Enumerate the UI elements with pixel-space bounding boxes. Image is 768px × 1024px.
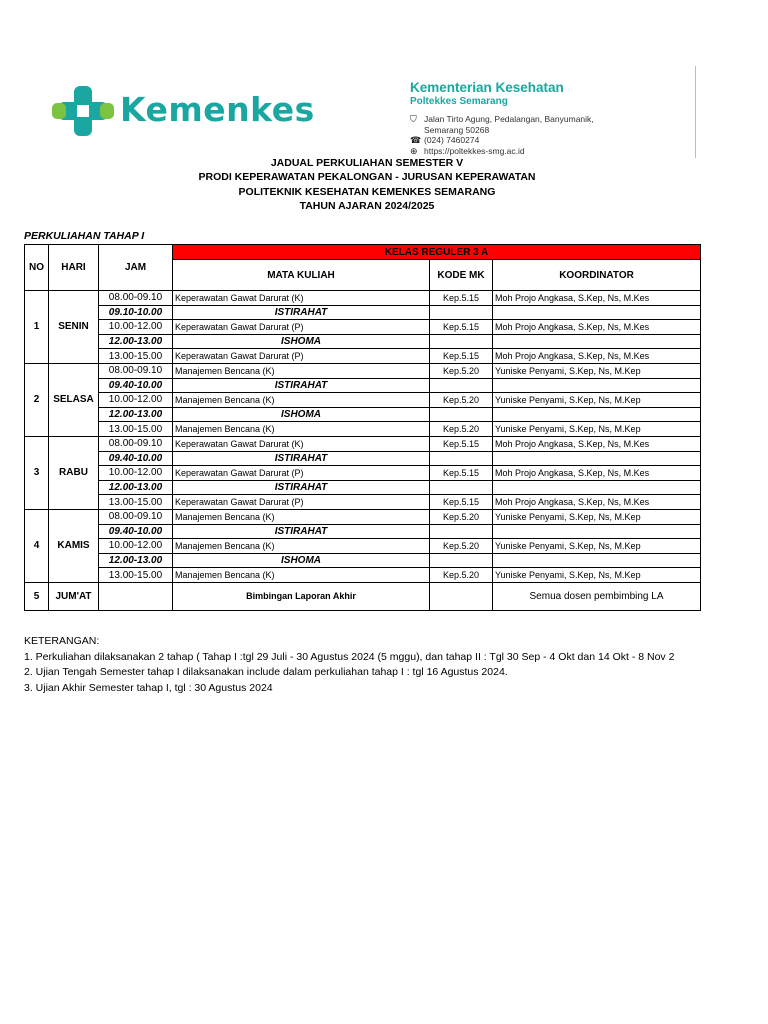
org-info: [410, 80, 690, 156]
session-time: 13.00-15.00: [99, 349, 173, 364]
document-titles: [0, 156, 734, 213]
table-row: [25, 422, 701, 437]
session-time: 08.00-09.10: [99, 363, 173, 378]
coordinator: Semua dosen pembimbing LA: [493, 582, 701, 610]
koordinator-empty: [493, 451, 701, 466]
website-link[interactable]: https://poltekkes-smg.ac.id: [424, 145, 525, 156]
course-code: Kep.5.20: [430, 393, 493, 408]
table-row: [25, 436, 701, 451]
coordinator: Moh Projo Angkasa, S.Kep, Ns, M.Kes: [493, 495, 701, 510]
day-name: SENIN: [49, 291, 99, 364]
course-name: Manajemen Bencana (K): [173, 393, 430, 408]
table-row: [25, 480, 701, 495]
header-kode-mk: KODE MK: [430, 260, 493, 291]
kode-empty: [430, 553, 493, 568]
break-time: 12.00-13.00: [99, 480, 173, 495]
course-name: Manajemen Bencana (K): [173, 568, 430, 583]
break-label: ISHOMA: [173, 553, 430, 568]
address-line-2: [410, 125, 690, 136]
day-name: JUM'AT: [49, 582, 99, 610]
table-row: [25, 495, 701, 510]
session-time: 08.00-09.10: [99, 436, 173, 451]
break-label: ISTIRAHAT: [173, 480, 430, 495]
course-name: Manajemen Bencana (K): [173, 422, 430, 437]
table-row: [25, 305, 701, 320]
coordinator: Moh Projo Angkasa, S.Kep, Ns, M.Kes: [493, 349, 701, 364]
coordinator: Yuniske Penyami, S.Kep, Ns, M.Kep: [493, 393, 701, 408]
coordinator: Moh Projo Angkasa, S.Kep, Ns, M.Kes: [493, 436, 701, 451]
header-hari: HARI: [49, 245, 99, 291]
session-time: 10.00-12.00: [99, 466, 173, 481]
notes: [24, 634, 674, 696]
break-time: 12.00-13.00: [99, 553, 173, 568]
koordinator-empty: [493, 553, 701, 568]
course-code: Kep.5.20: [430, 539, 493, 554]
note-2: 2. Ujian Tengah Semester tahap I dilaksanakan include dalam perkuliahan tahap I : tgl 16 Agustus 2024.: [24, 666, 508, 678]
coordinator: Yuniske Penyami, S.Kep, Ns, M.Kep: [493, 509, 701, 524]
coordinator: Yuniske Penyami, S.Kep, Ns, M.Kep: [493, 539, 701, 554]
course-name: Keperawatan Gawat Darurat (P): [173, 320, 430, 335]
coordinator: Yuniske Penyami, S.Kep, Ns, M.Kep: [493, 422, 701, 437]
break-label: ISTIRAHAT: [173, 524, 430, 539]
course-name: Keperawatan Gawat Darurat (K): [173, 436, 430, 451]
address-line2: Semarang 50268: [424, 124, 490, 135]
header-no: NO: [25, 245, 49, 291]
day-name: SELASA: [49, 363, 99, 436]
course-code: Kep.5.15: [430, 466, 493, 481]
kode-empty: [430, 407, 493, 422]
table-row: [25, 363, 701, 378]
course-name: Keperawatan Gawat Darurat (P): [173, 495, 430, 510]
table-row: [25, 378, 701, 393]
break-label: ISHOMA: [173, 334, 430, 349]
course-name: Manajemen Bencana (K): [173, 539, 430, 554]
org-name: Kementerian Kesehatan: [410, 80, 564, 95]
day-number: 1: [25, 291, 49, 364]
contact-block: [410, 114, 690, 156]
header-mata-kuliah: MATA KULIAH: [173, 260, 430, 291]
course-code: Kep.5.15: [430, 436, 493, 451]
schedule-table: [24, 244, 701, 611]
session-time: 13.00-15.00: [99, 568, 173, 583]
day-name: RABU: [49, 436, 99, 509]
kode-empty: [430, 480, 493, 495]
session-time-empty: [99, 582, 173, 610]
course-code: Kep.5.20: [430, 363, 493, 378]
course-code: Kep.5.15: [430, 291, 493, 306]
koordinator-empty: [493, 334, 701, 349]
course-name: Keperawatan Gawat Darurat (P): [173, 466, 430, 481]
course-code: Kep.5.20: [430, 422, 493, 437]
break-label: ISHOMA: [173, 407, 430, 422]
break-label: ISTIRAHAT: [173, 305, 430, 320]
title-line-3: POLITEKNIK KESEHATAN KEMENKES SEMARANG: [238, 185, 496, 198]
course-name: Keperawatan Gawat Darurat (P): [173, 349, 430, 364]
schedule-body: [25, 291, 701, 611]
class-banner: KELAS REGULER 3 A: [173, 245, 701, 260]
break-time: 12.00-13.00: [99, 334, 173, 349]
address-line: [410, 114, 690, 125]
header-koordinator: KOORDINATOR: [493, 260, 701, 291]
session-time: 13.00-15.00: [99, 495, 173, 510]
header-divider: [695, 66, 696, 158]
coordinator: Moh Projo Angkasa, S.Kep, Ns, M.Kes: [493, 466, 701, 481]
phone-icon: ☎: [410, 135, 422, 145]
break-time: 09.40-10.00: [99, 378, 173, 393]
course-code: Kep.5.20: [430, 568, 493, 583]
org-sub: Poltekkes Semarang: [410, 96, 508, 107]
course-code: Kep.5.15: [430, 320, 493, 335]
address-line1: Jalan Tirto Agung, Pedalangan, Banyumanik,: [424, 114, 594, 124]
day-number: 2: [25, 363, 49, 436]
koordinator-empty: [493, 378, 701, 393]
table-row: [25, 553, 701, 568]
kemenkes-logo: [52, 86, 322, 136]
kode-empty: [430, 451, 493, 466]
break-label: ISTIRAHAT: [173, 451, 430, 466]
session-time: 08.00-09.10: [99, 291, 173, 306]
table-row: [25, 334, 701, 349]
koordinator-empty: [493, 480, 701, 495]
kode-empty: [430, 378, 493, 393]
break-label: ISTIRAHAT: [173, 378, 430, 393]
course-name: Manajemen Bencana (K): [173, 509, 430, 524]
phone-line: [410, 135, 690, 146]
kode-empty: [430, 524, 493, 539]
phone-number: (024) 7460274: [424, 135, 480, 145]
table-row: [25, 568, 701, 583]
table-row: [25, 393, 701, 408]
course-code: Kep.5.15: [430, 349, 493, 364]
title-line-1: JADUAL PERKULIAHAN SEMESTER V: [270, 157, 464, 169]
note-3: 3. Ujian Akhir Semester tahap I, tgl : 30 Agustus 2024: [24, 681, 273, 694]
day-number: 3: [25, 436, 49, 509]
kode-empty: [430, 305, 493, 320]
globe-icon: ⊕: [410, 145, 418, 156]
break-time: 09.10-10.00: [99, 305, 173, 320]
coordinator: Moh Projo Angkasa, S.Kep, Ns, M.Kes: [493, 291, 701, 306]
session-time: 13.00-15.00: [99, 422, 173, 437]
kode-empty: [430, 334, 493, 349]
koordinator-empty: [493, 305, 701, 320]
koordinator-empty: [493, 524, 701, 539]
table-row: [25, 466, 701, 481]
course-code: Kep.5.20: [430, 509, 493, 524]
session-time: 08.00-09.10: [99, 509, 173, 524]
notes-title: KETERANGAN:: [24, 635, 100, 647]
kode-empty: [430, 582, 493, 610]
session-time: 10.00-12.00: [99, 393, 173, 408]
table-row: [25, 407, 701, 422]
table-row: [25, 509, 701, 524]
location-icon: ⛉: [410, 114, 417, 124]
break-time: 09.40-10.00: [99, 451, 173, 466]
table-row: [25, 320, 701, 335]
coordinator: Yuniske Penyami, S.Kep, Ns, M.Kep: [493, 568, 701, 583]
break-time: 12.00-13.00: [99, 407, 173, 422]
course-code: Kep.5.15: [430, 495, 493, 510]
table-row: [25, 524, 701, 539]
section-subtitle: PERKULIAHAN TAHAP I: [24, 230, 145, 242]
day-number: 5: [25, 582, 49, 610]
break-time: 09.40-10.00: [99, 524, 173, 539]
title-line-2: PRODI KEPERAWATAN PEKALONGAN - JURUSAN KEPERAWATAN: [198, 171, 536, 184]
day-name: KAMIS: [49, 509, 99, 582]
logo-wordmark: Kemenkes: [120, 90, 315, 129]
website-line: [410, 146, 690, 157]
title-line-4: TAHUN AJARAN 2024/2025: [299, 199, 435, 212]
table-row: [25, 539, 701, 554]
koordinator-empty: [493, 407, 701, 422]
session-time: 10.00-12.00: [99, 539, 173, 554]
table-row: [25, 291, 701, 306]
course-name: Manajemen Bencana (K): [173, 363, 430, 378]
course-name: Bimbingan Laporan Akhir: [173, 582, 430, 610]
coordinator: Yuniske Penyami, S.Kep, Ns, M.Kep: [493, 363, 701, 378]
kemenkes-emblem-icon: [52, 86, 114, 136]
session-time: 10.00-12.00: [99, 320, 173, 335]
day-number: 4: [25, 509, 49, 582]
table-row-jumat: [25, 582, 701, 610]
header-jam: JAM: [99, 245, 173, 291]
table-row: [25, 349, 701, 364]
table-row: [25, 451, 701, 466]
note-1: 1. Perkuliahan dilaksanakan 2 tahap ( Tahap I :tgl 29 Juli - 30 Agustus 2024 (5 mggu), dan tahap II : Tgl 30 Sep - 4 Okt dan 14 Okt - 8 Nov 2: [24, 650, 675, 663]
coordinator: Moh Projo Angkasa, S.Kep, Ns, M.Kes: [493, 320, 701, 335]
course-name: Keperawatan Gawat Darurat (K): [173, 291, 430, 306]
